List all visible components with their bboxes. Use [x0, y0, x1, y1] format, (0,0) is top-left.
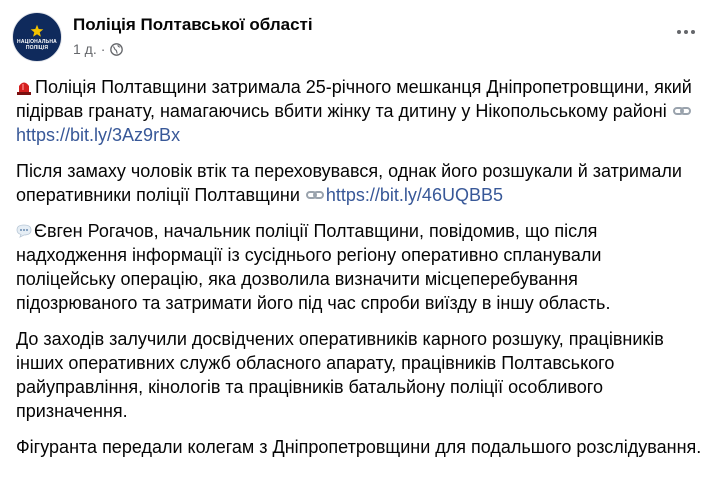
- link-emoji: [306, 188, 324, 202]
- post-timestamp[interactable]: 1 д.: [73, 41, 97, 57]
- more-icon-dot: [684, 30, 688, 34]
- more-options-button[interactable]: [672, 22, 700, 42]
- post-body: [16, 75, 702, 471]
- post-meta: [73, 14, 313, 58]
- siren-emoji: [16, 78, 32, 95]
- link-emoji: [673, 104, 691, 118]
- paragraph-2-text: Після замаху чоловік втік та переховувався, однак його розшукали й затримали оперативники поліції Полтавщини: [16, 161, 682, 205]
- post-header: [12, 12, 313, 62]
- post-paragraph-5: Фігуранта передали колегам з Дніпропетровщини для подальшого розслідування.: [16, 437, 702, 457]
- paragraph-1-text: Поліція Полтавщини затримала 25-річного мешканця Дніпропетровщини, який підірвав гранату, намагаючись вбити жінку та дитину у Нікопольському районі: [16, 77, 692, 121]
- avatar[interactable]: [12, 12, 62, 62]
- more-icon: [677, 30, 681, 34]
- post-paragraph-2: [16, 159, 702, 207]
- link-2[interactable]: https://bit.ly/46UQBB5: [325, 185, 503, 205]
- police-logo: [30, 24, 44, 38]
- post-subline: [73, 40, 313, 58]
- post-paragraph-1: [16, 75, 702, 147]
- post-paragraph-4: До заходів залучили досвідчених оперативників карного розшуку, працівників інших оперативних служб обласного апарату, працівників Полтавського райуправління, кінологів та працівників батальйону поліції особливого призначення.: [16, 329, 664, 421]
- avatar-logo-text: НАЦІОНАЛЬНА ПОЛІЦІЯ: [17, 38, 57, 51]
- speech-bubble-emoji: [16, 224, 32, 238]
- separator-dot: ·: [100, 41, 106, 57]
- link-1[interactable]: https://bit.ly/3Az9rBx: [16, 125, 181, 145]
- page-name-link[interactable]: Поліція Полтавської області: [73, 15, 313, 34]
- post-paragraph-3: [16, 219, 702, 315]
- paragraph-3-text: Євген Рогачов, начальник поліції Полтавщини, повідомив, що після надходження інформації із сусіднього регіону оперативно спланували поліцейську операцію, яка дозволила визначити місцеперебування підозрюваного та затримати його під час спроби виїзду в іншу область.: [16, 221, 611, 313]
- more-icon-dot: [691, 30, 695, 34]
- globe-icon[interactable]: [110, 43, 123, 56]
